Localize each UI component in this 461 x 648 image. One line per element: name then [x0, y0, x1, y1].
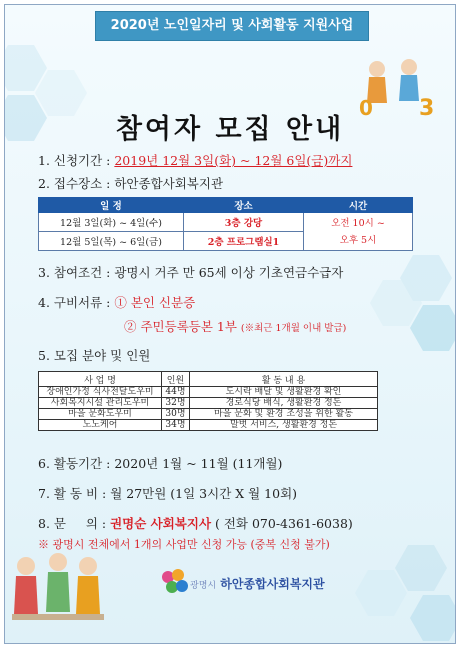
page-title: 참여자 모집 안내 — [115, 114, 345, 145]
svg-text:0: 0 — [359, 96, 373, 117]
document-1: ① 본인 신분증 — [114, 295, 196, 310]
header-activity: 활 동 내 용 — [190, 372, 378, 387]
logo-text — [190, 575, 325, 592]
job-name: 장애인가정 식사전달도우미 — [39, 387, 162, 398]
jobs-table — [38, 371, 378, 431]
contact-info — [38, 514, 353, 532]
table-row — [39, 398, 378, 409]
label: 1. 신청기간 : — [38, 153, 115, 168]
logo-name: 하안종합사회복지관 — [220, 577, 325, 591]
table-row — [39, 409, 378, 420]
seniors-illustration — [8, 548, 108, 626]
schedule-table — [38, 197, 413, 251]
duplicate-notice: ※ 광명시 전체에서 1개의 사업만 신청 가능 (중복 신청 불가) — [38, 538, 330, 551]
logo-city: 광명시 — [190, 581, 217, 591]
label: 8. 문 의 : — [38, 516, 111, 531]
job-count: 30명 — [162, 409, 190, 420]
label: 2. 접수장소 : — [38, 176, 115, 191]
time-line: 오전 10시 ~ — [331, 217, 385, 229]
place-cell: 3층 강당 — [184, 213, 304, 232]
job-name: 마을 문화도우미 — [39, 409, 162, 420]
date-cell: 12월 5일(목) ~ 6일(금) — [39, 232, 184, 251]
header-date: 일 정 — [39, 198, 184, 213]
job-desc: 말벗 서비스, 생활환경 정돈 — [190, 420, 378, 431]
document-2-note: (※최근 1개월 이내 발급) — [240, 323, 347, 334]
place-value: 하안종합사회복지관 — [114, 176, 224, 191]
hexagon-decoration — [395, 545, 447, 591]
job-desc: 경로식당 배식, 생활환경 정돈 — [190, 398, 378, 409]
required-documents — [38, 293, 195, 311]
table-row — [39, 387, 378, 398]
contact-phone: ( 전화 070-4361-6038) — [211, 516, 353, 531]
application-place — [38, 174, 223, 192]
table-row — [39, 213, 413, 232]
job-desc: 도시락 배달 및 생활환경 확인 — [190, 387, 378, 398]
application-period — [38, 151, 352, 169]
header-place: 장소 — [184, 198, 304, 213]
job-name: 노노케어 — [39, 420, 162, 431]
place-cell: 2층 프로그램실1 — [184, 232, 304, 251]
recruitment-heading: 5. 모집 분야 및 인원 — [38, 348, 151, 363]
time-line: 오후 5시 — [339, 234, 377, 246]
eligibility: 3. 참여조건 : 광명시 거주 만 65세 이상 기초연금수급자 — [38, 265, 344, 280]
hexagon-decoration — [355, 570, 407, 616]
job-count: 34명 — [162, 420, 190, 431]
date-cell: 12월 3일(화) ~ 4일(수) — [39, 213, 184, 232]
banner-title: 2020년 노인일자리 및 사회활동 지원사업 — [95, 11, 369, 41]
activity-pay: 7. 활 동 비 : 월 27만원 (1일 3시간 X 월 10회) — [38, 486, 298, 501]
hexagon-decoration — [410, 595, 456, 641]
job-count: 44명 — [162, 387, 190, 398]
document-2: ② 주민등록등본 1부 — [124, 319, 237, 334]
header-job: 사 업 명 — [39, 372, 162, 387]
contact-person: 권명순 사회복지사 — [110, 516, 212, 531]
label: 4. 구비서류 : — [38, 295, 115, 310]
activity-period: 6. 활동기간 : 2020년 1월 ~ 11월 (11개월) — [38, 456, 283, 471]
job-desc: 마을 문화 및 환경 조성을 위한 활동 — [190, 409, 378, 420]
header-time: 시간 — [304, 198, 413, 213]
job-count: 32명 — [162, 398, 190, 409]
header-count: 인원 — [162, 372, 190, 387]
required-documents-2 — [124, 317, 346, 335]
svg-text:3: 3 — [419, 96, 435, 117]
period-value: 2019년 12월 3일(화) ~ 12월 6일(금)까지 — [114, 153, 353, 168]
table-row — [39, 420, 378, 431]
job-name: 사회복지시설 관리도우미 — [39, 398, 162, 409]
time-cell — [304, 213, 413, 251]
